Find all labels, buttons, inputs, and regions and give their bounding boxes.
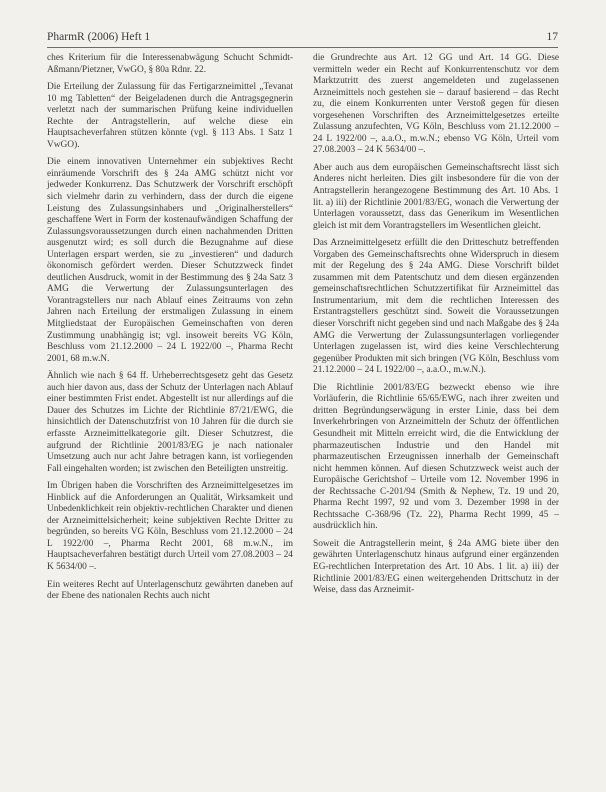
page-header xyxy=(47,31,558,48)
paragraph: Ein weiteres Recht auf Unterlagenschutz gewährten daneben auf der Ebene des nationalen Rechts auch nicht xyxy=(47,579,293,602)
left-column xyxy=(47,53,293,609)
paragraph: Die Richtlinie 2001/83/EG bezweckt ebenso wie ihre Vorläuferin, die Richtlinie 65/65/EWG, nach ihrer zweiten und dritten Begründungserwägung in erster Linie, dass bei dem Inverkehrbringen von Arzneimitteln der Schutz der öffentlichen Gesundheit mit Mitteln erreicht wird, die die Entwicklung der pharmazeutischen Industrie und den Handel mit pharmazeutischen Erzeugnissen innerhalb der Gemeinschaft nicht hemmen können. Auf diesen Schutzzweck weist auch der Europäische Gerichtshof – Urteile vom 12. November 1996 in der Rechtssache C-201/94 (Smith & Nephew, Tz. 19 und 20, Pharma Recht 1997, 92 und vom 3. Dezember 1998 in der Rechtssache C-368/96 (Tz. 22), Pharma Recht 1999, 45 – ausdrücklich hin. xyxy=(313,382,559,532)
paragraph: Aber auch aus dem europäischen Gemeinschaftsrecht lässt sich Anderes nicht herleiten. Dies gilt insbesondere für die von der Antragstellerin herangezogene Bestimmung des Art. 10 Abs. 1 lit. a) iii) der Richtlinie 2001/83/EG, wonach die Verwertung der Unterlagen voraussetzt, dass das Generikum im Wesentlichen gleich ist mit dem Vorantragstellers im Wesentlichen gleicht. xyxy=(313,162,559,231)
journal-title: PharmR (2006) Heft 1 xyxy=(47,31,151,43)
paragraph: Die Erteilung der Zulassung für das Fertigarzneimittel „Tevanat 10 mg Tabletten“ der Beigeladenen durch die Antragsgegnerin verletzt nach der summarischen Prüfung keine individuellen Rechte der Antragstellerin, auf welche diese ein Hauptsacheverfahren stützen könnte (vgl. § 113 Abs. 1 Satz 1 VwGO). xyxy=(47,82,293,150)
paragraph: Im Übrigen haben die Vorschriften des Arzneimittelgesetzes im Hinblick auf die Anforderungen an Qualität, Wirksamkeit und Unbedenklichkeit rein objektiv-rechtlichen Charakter und dienen der Arzneimittelsicherheit; keine subjektiven Rechte Dritter zu begründen, so bereits VG Köln, Beschluss vom 21.12.2000 – 24 L 1922/00 –, Pharma Recht 2001, 68 m.w.N., im Hauptsacheverfahren bestätigt durch Urteil vom 27.08.2003 – 24 K 5634/00 –. xyxy=(47,481,293,572)
paragraph: ches Kriterium für die Interessenabwägung Schucht Schmidt-Aßmann/Pietzner, VwGO, § 80a Rdnr. 22. xyxy=(47,53,293,75)
paragraph: die Grundrechte aus Art. 12 GG und Art. 14 GG. Diese vermitteln weder ein Recht auf Konkurrentenschutz vor dem Marktzutritt des zuerst angemeldeten und zugelassenen Arzneimittels noch gestehen sie – darauf basierend – das Recht zu, die einem Konkurrenten unter Verstoß gegen für diesen vorgesehenen Vorschriften des Arzneimittelgesetzes erteilte Zulassung anzufechten, VG Köln, Beschluss vom 21.12.2000 – 24 L 1922/00 –, a.a.O., m.w.N.; ebenso VG Köln, Urteil vom 27.08.2003 – 24 K 5634/00 –. xyxy=(313,53,559,156)
paragraph: Das Arzneimittelgesetz erfüllt die den Dritteschutz betreffenden Vorgaben des Gemeinschaftsrechts ohne Widerspruch in diesem mit der Regelung des § 24a AMG. Diese Vorschrift bildet zusammen mit dem Patentschutz und dem diesen ergänzenden gemeinschaftsrechtlichen Schutzzertifikat für Arzneimittel das Instrumentarium, mit dem die rechtlichen Interessen des Erstantragstellers geschützt sind. Soweit die Voraussetzungen dieser Vorschrift nicht gegeben sind und nach Maßgabe des § 24a AMG die Verwertung der Zulassungsunterlagen vorliegender Unterlagen zugelassen ist, wird dies keine Verschlechterung gegenüber Produkten mit sich bringen (VG Köln, Beschluss vom 21.12.2000 – 24 L 1922/00 –, a.a.O., m.w.N.). xyxy=(313,238,559,376)
paragraph: Ähnlich wie nach § 64 ff. Urheberrechtsgesetz geht das Gesetz auch hier davon aus, dass der Schutz der Unterlagen nach Ablauf einer bestimmten Frist endet. Abgestellt ist nur allerdings auf die Dauer des Schutzes im Lichte der Richtlinie 87/21/EWG, die hinsichtlich der Datenschutzfrist von 10 Jahren für die durch sie erfasste Arzneimittelkategorie gilt. Dieser Schutzrest, die aufgrund der Richtlinie 2001/83/EG je nach nationaler Umsetzung auch nur acht Jahre betragen kann, ist vorliegenden Fall eingehalten worden; ist zwischen den Beteiligten unstreitig. xyxy=(47,371,293,474)
page-number: 17 xyxy=(546,31,558,43)
paragraph: Soweit die Antragstellerin meint, § 24a AMG biete über den gewährten Unterlagenschutz hinaus aufgrund einer ergänzenden EG-rechtlichen Interpretation des Art. 10 Abs. 1 lit. a) iii) der Richtlinie 2001/83/EG einen weitergehenden Drittschutz in der Weise, dass das Arzneimit- xyxy=(313,538,559,596)
paragraph: Die einem innovativen Unternehmer ein subjektives Recht einräumende Vorschrift des § 24a AMG schützt nicht vor jedweder Konkurrenz. Das Schutzwerk der Vorschrift erschöpft sich vielmehr darin zu verhindern, dass der durch die eigene Leistung des Zulassungsinhabers und „Originalherstellers“ geschaffene Wert in Form der kostenaufwändigen Schaffung der Zulassungsvoraussetzungen durch einen nachahmenden Dritten ausgenutzt wird; es soll durch die Bezugnahme auf diese Unterlagen erspart werden, sie zu „investieren“ und dadurch ökonomisch gefördert werden. Dieser Schutzzweck findet deutlichen Ausdruck, womit in der Bestimmung des § 24a Satz 3 AMG die Verwertung der Zulassungsunterlagen des Vorantragstellers nur nach Ablauf eines Zeitraums von zehn Jahren nach Erteilung der erstmaligen Zulassung in einem Mitgliedstaat der Europäischen Gemeinschaften von deren Zustimmung unabhängig ist; vgl. insoweit bereits VG Köln, Beschluss vom 21.12.2000 – 24 L 1922/00 –, Pharma Recht 2001, 68 m.w.N. xyxy=(47,157,293,364)
right-column xyxy=(313,53,559,603)
